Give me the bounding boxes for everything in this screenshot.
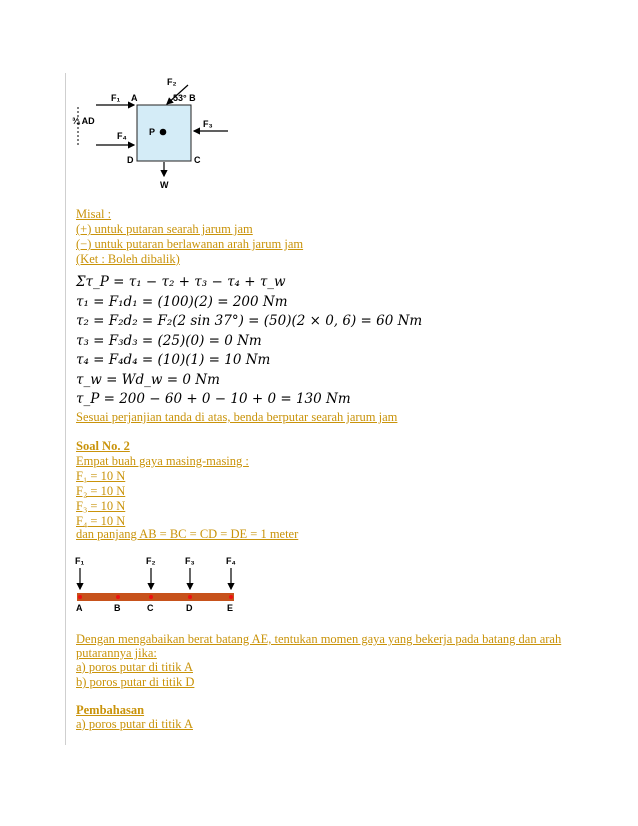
label-f3: F₃ bbox=[203, 119, 213, 129]
label-ad: ¾ AD bbox=[72, 116, 95, 126]
rod-label-e: E bbox=[227, 603, 234, 612]
rod-label-b: B bbox=[114, 603, 121, 612]
force-f4-value[interactable]: F₄ = 10 N bbox=[76, 514, 126, 528]
conclusion-text[interactable]: Sesuai perjanjian tanda di atas, benda berputar searah jarum jam bbox=[76, 410, 398, 424]
question-line2[interactable]: putarannya jika: bbox=[76, 646, 157, 660]
equation-4: τ₃ = F₃d₃ = (25)(0) = 0 Nm bbox=[76, 333, 262, 349]
question-line1[interactable]: Dengan mengabaikan berat batang AE, tentukan momen gaya yang bekerja pada batang dan arah bbox=[76, 632, 562, 646]
equation-3: τ₂ = F₂d₂ = F₂(2 sin 37°) = (50)(2 × 0, 6) = 60 Nm bbox=[76, 313, 423, 329]
label-a: A bbox=[131, 93, 138, 103]
rod-point-e bbox=[229, 595, 233, 599]
label-w: W bbox=[160, 180, 169, 190]
rod-label-f4: F₄ bbox=[226, 556, 236, 566]
misal-text[interactable]: Misal : bbox=[76, 207, 112, 221]
rod-label-c: C bbox=[147, 603, 154, 612]
question-b[interactable]: b) poros putar di titik D bbox=[76, 675, 195, 689]
soal2-intro[interactable]: Empat buah gaya masing-masing : bbox=[76, 454, 249, 468]
rod-point-b bbox=[116, 595, 120, 599]
rod-label-a: A bbox=[76, 603, 83, 612]
plus-convention[interactable]: (+) untuk putaran searah jarum jam bbox=[76, 222, 253, 236]
square-force-diagram bbox=[70, 75, 250, 193]
rod-point-a bbox=[78, 595, 82, 599]
ket-note[interactable]: (Ket : Boleh dibalik) bbox=[76, 252, 180, 266]
equation-7: τ_P = 200 − 60 + 0 − 10 + 0 = 130 Nm bbox=[76, 391, 351, 407]
label-d: D bbox=[127, 155, 134, 165]
pembahasan-title[interactable]: Pembahasan bbox=[76, 703, 145, 717]
left-margin-rule bbox=[65, 73, 66, 745]
force-f1-value[interactable]: F₁ = 10 N bbox=[76, 469, 126, 483]
rod-label-f2: F₂ bbox=[146, 556, 156, 566]
equation-1: Στ_P = τ₁ − τ₂ + τ₃ − τ₄ + τ_w bbox=[76, 274, 286, 290]
soal2-title[interactable]: Soal No. 2 bbox=[76, 439, 130, 453]
rod-force-diagram bbox=[72, 554, 252, 612]
equation-6: τ_w = Wd_w = 0 Nm bbox=[76, 372, 220, 388]
rod-ae bbox=[77, 593, 234, 601]
label-p: P bbox=[149, 127, 156, 137]
rod-label-f1: F₁ bbox=[75, 556, 85, 566]
label-f2: F₂ bbox=[167, 77, 177, 87]
rod-point-d bbox=[188, 595, 192, 599]
rod-point-c bbox=[149, 595, 153, 599]
force-f3-value[interactable]: F₃ = 10 N bbox=[76, 499, 126, 513]
question-a[interactable]: a) poros putar di titik A bbox=[76, 660, 193, 674]
label-f1: F₁ bbox=[111, 93, 121, 103]
pembahasan-a[interactable]: a) poros putar di titik A bbox=[76, 717, 193, 731]
length-text[interactable]: dan panjang AB = BC = CD = DE = 1 meter bbox=[76, 527, 299, 541]
force-f2-value[interactable]: F₂ = 10 N bbox=[76, 484, 126, 498]
equation-5: τ₄ = F₄d₄ = (10)(1) = 10 Nm bbox=[76, 352, 271, 368]
label-c: C bbox=[194, 155, 201, 165]
rod-label-f3: F₃ bbox=[185, 556, 195, 566]
label-angle-b: 53° B bbox=[173, 93, 196, 103]
pivot-point-p bbox=[160, 129, 167, 136]
equation-2: τ₁ = F₁d₁ = (100)(2) = 200 Nm bbox=[76, 294, 288, 310]
label-f4: F₄ bbox=[117, 131, 127, 141]
minus-convention[interactable]: (−) untuk putaran berlawanan arah jarum jam bbox=[76, 237, 304, 251]
rod-label-d: D bbox=[186, 603, 193, 612]
